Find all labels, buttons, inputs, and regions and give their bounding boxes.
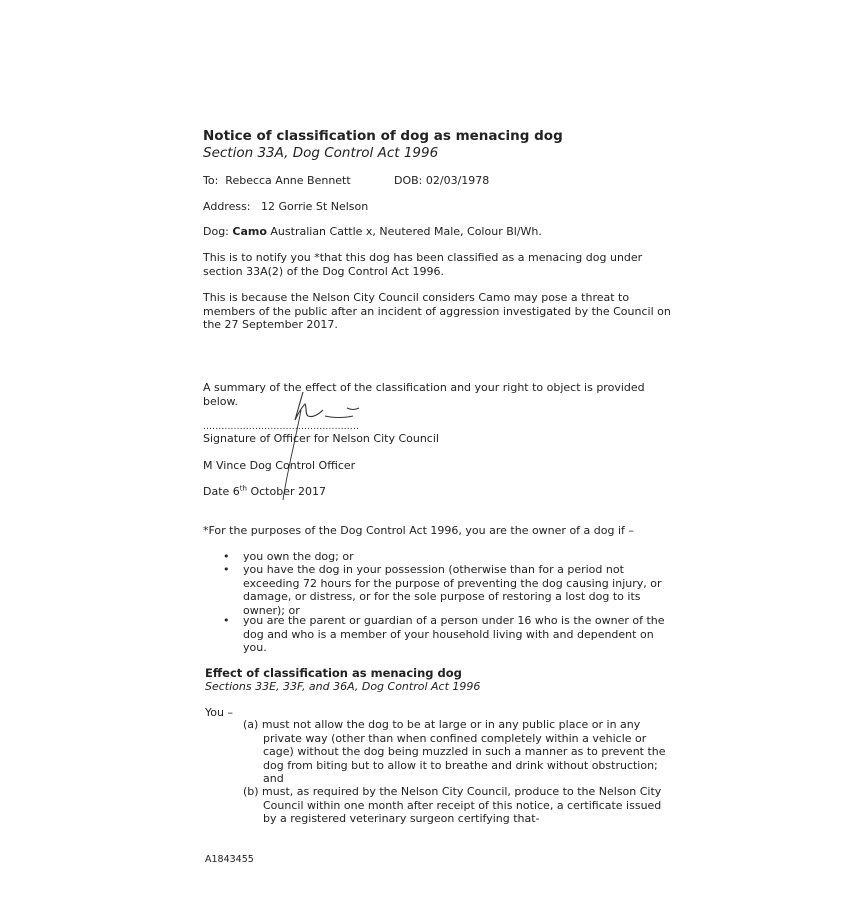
address-row [203, 200, 368, 214]
signature-caption: Signature of Officer for Nelson City Council [203, 432, 439, 445]
paragraph-line: A summary of the effect of the classification and your right to object is provided [203, 381, 645, 394]
clause-line: cage) without the dog being muzzled in such a manner as to prevent the [263, 745, 666, 758]
paragraph-line: the 27 September 2017. [203, 318, 338, 331]
clause-line: Council within one month after receipt of this notice, a certificate issued [263, 798, 662, 812]
clause-line: private way (other than when confined completely within a vehicle or [263, 731, 647, 745]
date-suffix: October 2017 [246, 485, 326, 498]
paragraph-line: section 33A(2) of the Dog Control Act 1996. [203, 264, 444, 278]
recipient-row [203, 174, 351, 188]
reason-paragraph [203, 291, 671, 332]
paragraph-line: This is because the Nelson City Council considers Camo may pose a threat to [203, 291, 630, 304]
date-ordinal: th [239, 484, 247, 493]
paragraph-line: members of the public after an incident of aggression investigated by the Council on [203, 304, 671, 318]
bullet-glyph: • [223, 563, 230, 576]
bullet-line: owner); or [243, 603, 300, 617]
clause-line: by a registered veterinary surgeon certifying that- [263, 812, 540, 825]
address-label: Address: [203, 200, 251, 213]
bullet-line: exceeding 72 hours for the purpose of preventing the dog causing injury, or [243, 576, 662, 590]
effect-heading: Effect of classification as menacing dog [205, 666, 462, 680]
bullet-line: you are the parent or guardian of a person under 16 who is the owner of the [243, 614, 665, 627]
bullet-line: damage, or distress, or for the sole purpose of restoring a lost dog to its [243, 590, 641, 603]
owner-bullet-1: you own the dog; or [243, 550, 354, 563]
clause-line: and [263, 772, 284, 785]
notify-paragraph [203, 251, 642, 278]
date-prefix: Date 6 [203, 485, 240, 498]
clause-line: (b) must, as required by the Nelson City Council, produce to the Nelson City [243, 785, 662, 798]
dog-row [203, 225, 542, 239]
bullet-glyph: • [223, 614, 230, 627]
paragraph-line: This is to notify you *that this dog has been classified as a menacing dog under [203, 251, 643, 264]
bullet-glyph: • [223, 550, 230, 563]
effect-clause-b [243, 785, 661, 826]
owner-bullet-3 [243, 614, 665, 655]
document-reference: A1843455 [205, 854, 254, 865]
to-label: To: [203, 174, 219, 187]
bullet-line: you. [243, 641, 267, 654]
clause-line: (a) must not allow the dog to be at large or in any public place or in any [243, 718, 641, 731]
you-label: You – [205, 706, 233, 719]
paragraph-line: below. [203, 394, 239, 408]
signature-line: ................................................... [203, 422, 360, 432]
dog-name: Camo [232, 225, 267, 238]
dob-field: DOB: 02/03/1978 [394, 174, 490, 187]
clause-line: dog from biting but to allow it to breathe and drink without obstruction; [263, 758, 658, 772]
notice-subtitle: Section 33A, Dog Control Act 1996 [203, 145, 439, 161]
owner-definition-intro: *For the purposes of the Dog Control Act 1996, you are the owner of a dog if – [203, 524, 634, 537]
notice-title: Notice of classification of dog as menacing dog [203, 128, 563, 144]
dog-description: Australian Cattle x, Neutered Male, Colour Bl/Wh. [266, 225, 542, 238]
notice-date [203, 485, 326, 499]
dog-label: Dog: [203, 225, 229, 238]
officer-name: M Vince Dog Control Officer [203, 459, 356, 472]
bullet-line: you have the dog in your possession (otherwise than for a period not [243, 563, 624, 576]
recipient-name: Rebecca Anne Bennett [225, 174, 351, 187]
effect-subheading: Sections 33E, 33F, and 36A, Dog Control Act 1996 [205, 680, 481, 693]
address-value: 12 Gorrie St Nelson [261, 200, 369, 213]
owner-bullet-2 [243, 563, 662, 617]
summary-paragraph [203, 381, 645, 408]
effect-clause-a [243, 718, 666, 786]
bullet-line: dog and who is a member of your household living with and dependent on [243, 627, 654, 641]
